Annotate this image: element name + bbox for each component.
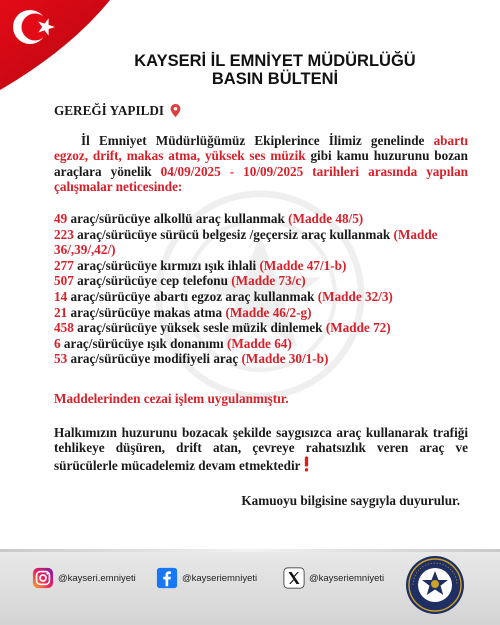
exclamation-icon [304,456,309,472]
intro-text-2: gibi kamu huzurunu bozan araçlara yönelik [54,148,468,179]
facebook-link[interactable] [156,566,257,590]
location-pin-icon [170,104,181,117]
list-item [54,351,468,367]
violation-stats-list [54,211,468,367]
x-handle: @kayseriemniyeti [309,572,385,584]
list-item [54,258,468,274]
closing-text: Halkımızın huzurunu bozacak şekilde saygısızca araç kullanarak trafiği tehlikeye düşüren, drift atan, çevreye rahatsızlık veren araç ve sürücülerle mücadelemiz devam etmektedir [54,424,468,473]
intro-paragraph [54,133,468,195]
police-badge-icon [405,555,465,615]
list-item [54,273,468,289]
stat-count: 223 [54,226,74,242]
intro-highlight-offenses: abartı egzoz, drift, makas atma, yüksek ses müzik [54,132,468,164]
facebook-handle: @kayseriemniyeti [182,572,258,584]
stat-text: araç/sürücüye sürücü belgesiz /geçersiz araç kullanmak [73,226,394,242]
intro-text-1: İl Emniyet Müdürlüğümüz Ekiplerince İlimiz genelinde [81,132,434,148]
stat-article: (Madde 47/1-b) [259,257,347,273]
instagram-handle: @kayseri.emniyeti [58,572,136,584]
stat-text: araç/sürücüye abartı egzoz araç kullanmak [67,288,318,304]
facebook-icon [156,567,178,589]
stat-text: araç/sürücüye yüksek sesle müzik dinlemek [73,320,326,336]
stat-count: 277 [54,257,74,273]
stat-article: (Madde 32/3) [317,288,393,304]
stat-article: (Madde 48/5) [288,210,364,226]
stat-count: 21 [54,304,68,320]
list-item [54,305,468,321]
bulletin-body [54,103,468,509]
turkish-flag-icon [0,0,110,90]
stat-count: 507 [54,273,74,289]
stat-text: araç/sürücüye alkollü araç kullanmak [67,210,289,226]
penalty-statement: Maddelerinden cezai işlem uygulanmıştır. [54,390,289,406]
stat-count: 14 [54,288,68,304]
headline-text: GEREĞİ YAPILDI [54,103,165,118]
intro-highlight-dates: 04/09/2025 - 10/09/2025 tarihleri arasında yapılan çalışmalar neticesinde: [54,163,468,195]
stat-text: araç/sürücüye cep telefonu [73,273,232,289]
headline [54,103,468,119]
stat-text: araç/sürücüye ışık donanımı [60,335,227,351]
instagram-icon [32,567,54,589]
bulletin-header [110,52,440,88]
x-link[interactable] [283,566,384,590]
stat-article: (Madde 36/,39/,42/) [54,226,438,258]
stat-article: (Madde 73/c) [231,273,306,289]
stat-text: araç/sürücüye modifiyeli araç [67,351,242,367]
stat-count: 53 [54,351,68,367]
x-icon [283,567,305,589]
stat-article: (Madde 46/2-g) [225,304,312,320]
instagram-link[interactable] [32,566,136,590]
stat-count: 49 [54,210,68,226]
stat-text: araç/sürücüye makas atma [67,304,226,320]
footer-divider [0,549,500,552]
header-title: KAYSERİ İL EMNİYET MÜDÜRLÜĞÜ [134,52,416,70]
stat-text: araç/sürücüye kırmızı ışık ihlali [73,257,260,273]
stat-count: 458 [54,320,74,336]
list-item [54,289,468,305]
closing-paragraph [54,425,468,474]
list-item [54,227,468,258]
list-item [54,320,468,336]
header-subtitle: BASIN BÜLTENİ [211,70,339,88]
list-item [54,211,468,227]
stat-article: (Madde 64) [226,335,292,351]
list-item [54,336,468,352]
stat-count: 6 [54,335,61,351]
stat-article: (Madde 30/1-b) [241,351,329,367]
signoff: Kamuoyu bilgisine saygıyla duyurulur. [241,493,460,509]
stat-article: (Madde 72) [325,320,391,336]
